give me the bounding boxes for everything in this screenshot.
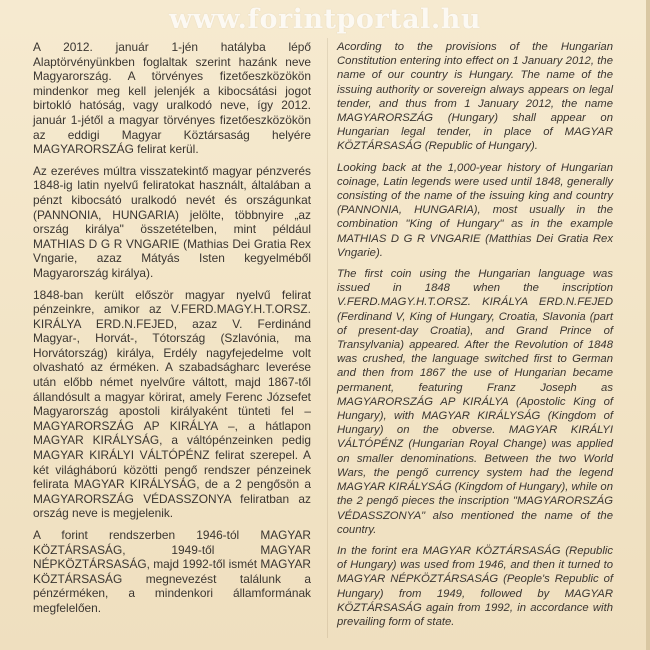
hu-paragraph-forint-era: A forint rendszerben 1946-tól MAGYAR KÖZTÁRSASÁG, 1949-től MAGYAR NÉPKÖZTÁRSASÁG, majd 1992-től ismét MAGYAR KÖZTÁRSASÁG megnevezést találunk a pénzérméken, a mindenkori államformának megfelelően. bbox=[33, 528, 311, 615]
hu-paragraph-1848-history: 1848-ban került először magyar nyelvű felirat pénzeinkre, amikor az V.FERD.MAGY.H.T.ORSZ. KIRÁLYA ERD.N.FEJED, azaz V. Ferdinánd Magyar-, Horvát-, Tótország (Szlavónia, ma Horvátország) királya, Erdély nagyfejedelme volt olvasható az érméken. A szabadságharc leverése után előbb német nyelvűre váltott, majd 1867-től állandósult a magyar körirat, amely Ferenc Józsefet Magyarország apostoli királyaként tünteti fel – MAGYARORSZÁG AP KIRÁLYA –, a hátlapon MAGYAR KIRÁLYSÁG, a váltópénzeinken pedig MAGYAR KIRÁLYI VÁLTÓPÉNZ felirat szerepel. A két világháború közötti pengő rendszer pénzeinek felirata MAGYAR KIRÁLYSÁG, de a 2 pengősön a MAGYARORSZÁG VÉDASSZONYA feliratban az ország neve is megjelenik. bbox=[33, 287, 311, 521]
hu-paragraph-constitution: A 2012. január 1-jén hatályba lépő Alaptörvényünkben foglaltak szerint hazánk neve Magyarország. A törvényes fizetőeszközökön mindenkor meg kell jelenjék a kibocsátási jogot birtokló hatóság, vagy uralkodó neve, így 2012. január 1-jétől a magyar törvényes fizetőeszközökön az eddigi Magyar Köztársaság helyére MAGYARORSZÁG felirat kerül. bbox=[33, 40, 311, 157]
hungarian-column bbox=[33, 40, 311, 623]
english-column bbox=[337, 40, 613, 636]
column-divider bbox=[327, 38, 328, 638]
en-paragraph-latin-legends: Looking back at the 1,000-year history of Hungarian coinage, Latin legends were used until 1848, generally consisting of the name of the issuing king and country (PANNONIA, HUNGARIA), most usually in the combination "King of Hungary" as in the example MATHIAS D G R VNGARIE (Matthias Dei Gratia Rex Vngarie). bbox=[337, 161, 613, 259]
watermark: www.forintportal.hu bbox=[168, 4, 482, 35]
hu-paragraph-latin-legends: Az ezeréves múltra visszatekintő magyar pénzverés 1848-ig latin nyelvű feliratokat használt, általában a pénzt kibocsátó uralkodó nevét és országunkat (PANNONIA, HUNGARIA) jelölte, többnyire „az ország királya" összetételben, mint például MATHIAS D G R VNGARIE (Mathias Dei Gratia Rex Vngarie, azaz Mátyás Isten kegyelméből Magyarország királya). bbox=[33, 163, 311, 280]
en-paragraph-constitution: Acording to the provisions of the Hungarian Constitution entering into effect on 1 January 2012, the name of our country is Hungary. The name of the issuing authority or sovereign always appears on legal tender, and thus from 1 January 2012, the name MAGYARORSZÁG (Hungary) shall appear on Hungarian legal tender, in place of MAGYAR KÖZTÁRSASÁG (Republic of Hungary). bbox=[337, 41, 613, 153]
en-paragraph-forint-era: In the forint era MAGYAR KÖZTÁRSASÁG (Republic of Hungary) was used from 1946, and then it turned to MAGYAR NÉPKÖZTÁRSASÁG (People's Republic of Hungary) from 1949, followed by MAGYAR KÖZTÁRSASÁG again from 1992, in accordance with prevailing form of state. bbox=[337, 544, 613, 628]
page-edge bbox=[646, 0, 650, 650]
en-paragraph-1848-history: The first coin using the Hungarian language was issued in 1848 when the inscription V.FERD.MAGY.H.T.ORSZ. KIRÁLYA ERD.N.FEJED (Ferdinand V, King of Hungary, Croatia, Slavonia (part of present-day Croatia), and Grand Prince of Transylvania) appeared. After the Revolution of 1848 was crushed, the language switched first to German and then from 1867 the use of Hungarian became permanent, featuring Franz Joseph as MAGYARORSZÁG AP KIRÁLYA (Apostolic King of Hungary), with MAGYAR KIRÁLYSÁG (Kingdom of Hungary) on the obverse. MAGYAR KIRÁLYI VÁLTÓPÉNZ (Hungarian Royal Change) was applied on smaller denominations. Between the two World Wars, the pengő currency system had the legend MAGYAR KIRÁLYSÁG (Kingdom of Hungary), while on the 2 pengő pieces the inscription "MAGYARORSZÁG VÉDASSZONYA" also mentioned the name of the country. bbox=[337, 268, 613, 536]
